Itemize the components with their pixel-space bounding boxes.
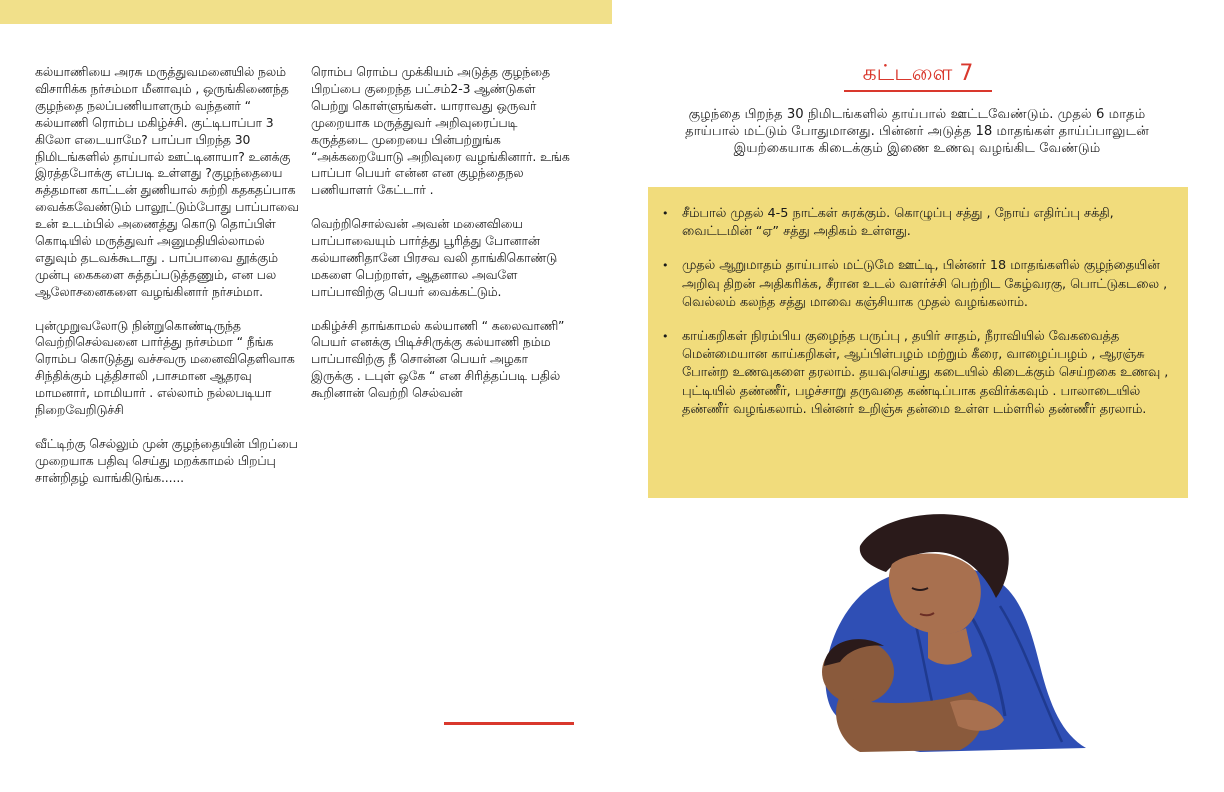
- story-paragraph: வீட்டிற்கு செல்லும் முன் குழந்தையின் பிறப்பை முறையாக பதிவு செய்து மறக்காமல் பிறப்பு சான்றிதழ் வாங்கிடுங்க......: [35, 435, 298, 485]
- mother-neck-shape: [928, 628, 972, 665]
- tip-text: சீம்பால் முதல் 4-5 நாட்கள் சுரக்கும். கொழுப்பு சத்து , நோய் எதிர்ப்பு சக்தி, வைட்டமின் “ஏ” சத்து அதிகம் உள்ளது.: [682, 206, 1114, 240]
- story-paragraph: புன்முறுவலோடு நின்றுகொண்டிருந்த வெற்றிசெல்வனை பார்த்து நர்சம்மா “ நீங்க ரொம்ப கொடுத்து வச்சவரு மனைவிதெளிவாக சிந்திக்கும் புத்திசாலி ,பாசமான ஆதரவு மாமனார், மாமியார் . எல்லாம் நல்லபடியா நிறைவேறிடுச்சி: [35, 317, 295, 418]
- top-yellow-band: [0, 0, 612, 24]
- tip-text: காய்கறிகள் நிரம்பிய குழைந்த பருப்பு , தயிர் சாதம், நீராவியில் வேகவைத்த மென்மையான காய்கறிகள், ஆப்பிள்பழம் மற்றும் கீரை, வாழைப்பழம் , ஆரஞ்சு போன்ற உணவுகளை தரலாம். தயவுசெய்து கடையில் கிடைக்கும் செய்றகை உணவு , புட்டியில் தண்ணீர், பழச்சாறு தருவதை கண்டிப்பாக தவிர்க்கவும் . பாலாடையில் தண்ணீர் வழங்கலாம். பின்னர் உறிஞ்சு தன்மை உள்ள டம்ளரில் தண்ணீர் தரலாம்.: [682, 329, 1169, 417]
- story-column-1: [35, 64, 301, 504]
- bullet-icon: •: [662, 330, 669, 344]
- mother-breastfeeding-illustration: [800, 506, 1096, 756]
- tips-list: [662, 205, 1172, 419]
- red-divider-rule: [444, 722, 574, 725]
- tip-item: [662, 205, 1172, 241]
- story-paragraph: கல்யாணியை அரசு மருத்துவமனையில் நலம் விசாரிக்க நர்சம்மா மீனாவும் , ஒருங்கிணைந்த குழந்தை நலப்பணியாளரும் வந்தனர் “ கல்யாணி ரொம்ப மகிழ்ச்சி. குட்டிபாப்பா 3 கிலோ எடையாமே? பாப்பா பிறந்த 30 நிமிடங்களில் தாய்பால் ஊட்டினாயா? உனக்கு இரத்தபோக்கு எப்படி உள்ளது ?குழந்தையை சுத்தமான காட்டன் துணியால் சுற்றி கதகதப்பாக வைக்கவேண்டும் பாலூட்டும்போது பாப்பாவை உன் உடம்பில் அணைத்து கொடு தொப்பிள் கொடியில் மருத்துவர் அனுமதியில்லாமல் எதுவும் தடவக்கூடாது . பாப்பாவை தூக்கும் முன்பு கைகளை சுத்தப்படுத்தணும், என பல ஆலோசனைகளை வழங்கினார் நர்சம்மா.: [35, 64, 299, 299]
- tips-box: [648, 187, 1188, 498]
- tip-item: [662, 257, 1172, 312]
- story-paragraph: மகிழ்ச்சி தாங்காமல் கல்யாணி “ கலைவாணி” பெயர் எனக்கு பிடிச்சிருக்கு கல்யாணி நம்ம பாப்பாவிற்கு நீ சொன்ன பெயர் அழகா இருக்கு . டபுள் ஒகே “ என சிரித்தப்படி பதில் கூறினான் வெற்றி செல்வன்: [311, 317, 565, 401]
- story-paragraph: ரொம்ப ரொம்ப முக்கியம் அடுத்த குழந்தை பிறப்பை குறைந்த பட்சம்2-3 ஆண்டுகள் பெற்று கொள்ளுங்கள். யாராவது ஒருவர் முறையாக மருத்துவர் அறிவுரைப்படி கருத்தடை முறையை பின்பற்றுங்க “அக்கறையோடு அறிவுரை வழங்கினார். உங்க பாப்பா பெயர் என்ன என குழந்தைநல பணியாளர் கேட்டார் .: [311, 64, 570, 198]
- rule-intro: குழந்தை பிறந்த 30 நிமிடங்களில் தாய்பால் ஊட்டவேண்டும். முதல் 6 மாதம் தாய்பால் மட்டும் போதுமானது. பின்னர் அடுத்த 18 மாதங்கள் தாய்ப்பாலுடன் இயற்கையாக கிடைக்கும் இணை உணவு வழங்கிட வேண்டும்: [685, 107, 1149, 156]
- story-column-2: [311, 64, 573, 419]
- story-paragraph: வெற்றிசொல்வன் அவன் மனைவியை பாப்பாவையும் பார்த்து பூரித்து போனான் கல்யாணிதானே பிரசவ வலி தாங்கிகொண்டு மகளை பெற்றாள், ஆதனால அவளே பாப்பாவிற்கு பெயர் வைக்கட்டும்.: [311, 216, 558, 299]
- bullet-icon: •: [662, 207, 669, 220]
- tip-item: [662, 328, 1172, 419]
- bullet-icon: •: [662, 259, 669, 273]
- tip-text: முதல் ஆறுமாதம் தாய்பால் மட்டுமே ஊட்டி, பின்னர் 18 மாதங்களில் குழந்தையின் அறிவு திறன் அதிகரிக்க, சீரான உடல் வளர்ச்சி பெற்றிட கேழ்வரகு, பொட்டுகடலை , வெல்லம் கலந்த சத்து மாவை கஞ்சியாக முதல் வழங்கலாம்.: [682, 258, 1168, 310]
- rule-title: கட்டளை 7: [844, 60, 992, 92]
